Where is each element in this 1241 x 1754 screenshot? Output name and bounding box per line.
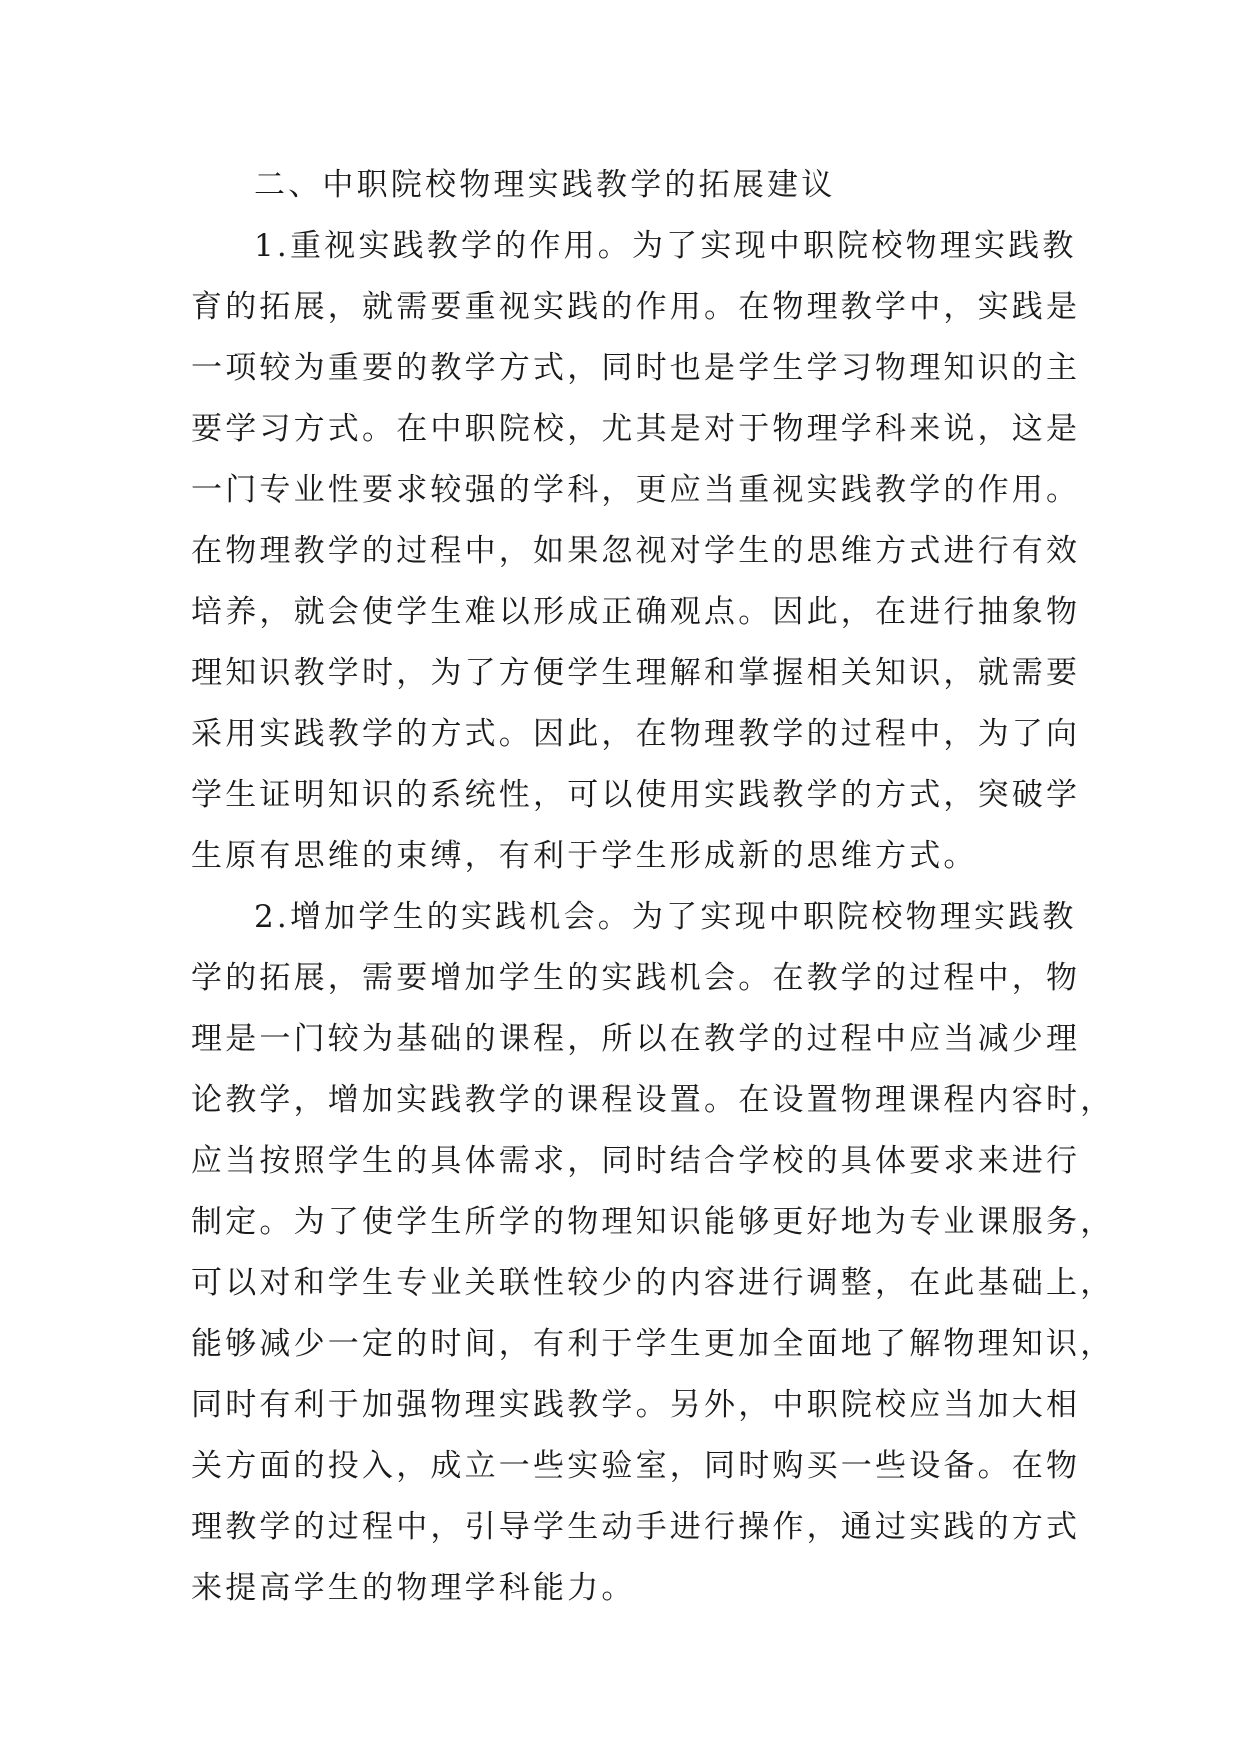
paragraph-1-line: 学生证明知识的系统性，可以使用实践教学的方式，突破学 [191, 777, 1081, 813]
paragraph-2-line: 制定。为了使学生所学的物理知识能够更好地为专业课服务， [191, 1204, 1115, 1240]
paragraph-1-line: 一项较为重要的教学方式，同时也是学生学习物理知识的主 [191, 350, 1081, 386]
paragraph-1-line: 培养，就会使学生难以形成正确观点。因此，在进行抽象物 [191, 594, 1081, 630]
paragraph-1-line: 采用实践教学的方式。因此，在物理教学的过程中，为了向 [191, 716, 1081, 752]
section-heading: 二、中职院校物理实践教学的拓展建议 [254, 167, 836, 203]
paragraph-1-line: 在物理教学的过程中，如果忽视对学生的思维方式进行有效 [191, 533, 1081, 569]
paragraph-2-line: 论教学，增加实践教学的课程设置。在设置物理课程内容时， [191, 1082, 1115, 1118]
paragraph-2-line: 同时有利于加强物理实践教学。另外，中职院校应当加大相 [191, 1387, 1081, 1423]
paragraph-2-line: 应当按照学生的具体需求，同时结合学校的具体要求来进行 [191, 1143, 1081, 1179]
paragraph-2-line: 学的拓展，需要增加学生的实践机会。在教学的过程中，物 [191, 960, 1081, 996]
paragraph-2-line: 理教学的过程中，引导学生动手进行操作，通过实践的方式 [191, 1509, 1081, 1545]
paragraph-2-line: 理是一门较为基础的课程，所以在教学的过程中应当减少理 [191, 1021, 1081, 1057]
paragraph-2-line: 来提高学生的物理学科能力。 [191, 1570, 636, 1606]
paragraph-1-line: 要学习方式。在中职院校，尤其是对于物理学科来说，这是 [191, 411, 1081, 447]
paragraph-1-line: 理知识教学时，为了方便学生理解和掌握相关知识，就需要 [191, 655, 1081, 691]
paragraph-1-line: 生原有思维的束缚，有利于学生形成新的思维方式。 [191, 838, 978, 874]
paragraph-2-line: 可以对和学生专业关联性较少的内容进行调整，在此基础上， [191, 1265, 1115, 1301]
paragraph-1-line: 育的拓展，就需要重视实践的作用。在物理教学中，实践是 [191, 289, 1081, 325]
paragraph-2-line: 2.增加学生的实践机会。为了实现中职院校物理实践教 [254, 899, 1077, 935]
paragraph-1-line: 1.重视实践教学的作用。为了实现中职院校物理实践教 [254, 228, 1077, 264]
paragraph-1-line: 一门专业性要求较强的学科，更应当重视实践教学的作用。 [191, 472, 1081, 508]
paragraph-2-line: 关方面的投入，成立一些实验室，同时购买一些设备。在物 [191, 1448, 1081, 1484]
paragraph-2-line: 能够减少一定的时间，有利于学生更加全面地了解物理知识， [191, 1326, 1115, 1362]
